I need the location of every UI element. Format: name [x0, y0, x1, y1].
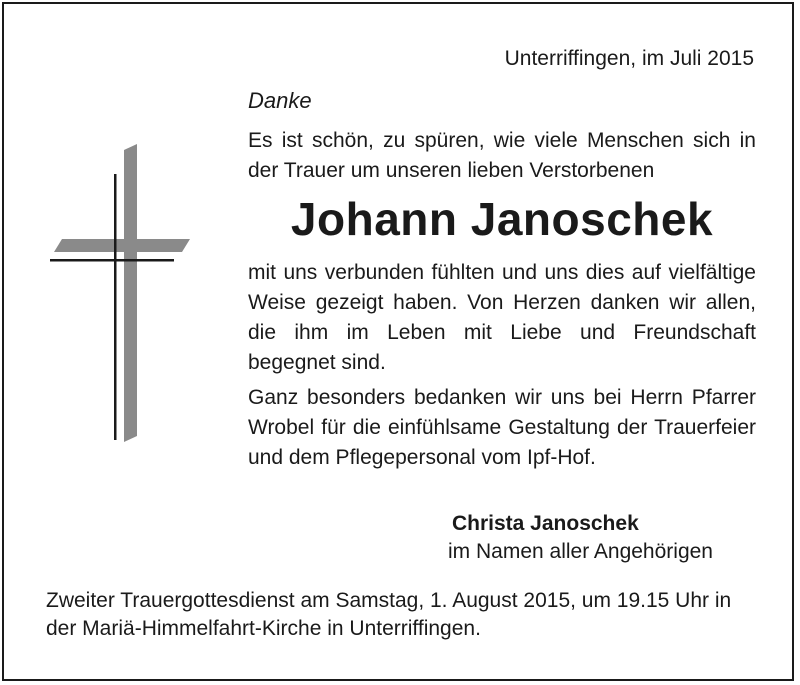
- place-date: Unterriffingen, im Juli 2015: [504, 47, 754, 70]
- thanks-paragraph-2: Ganz besonders bedanken wir uns bei Herrn Pfarrer Wrobel für die einfühlsame Gestaltung der Trauerfeier und dem Pflegepersonal vom Ipf-Hof.: [248, 386, 756, 469]
- intro-text: Es ist schön, zu spüren, wie viele Menschen sich in der Trauer um unseren lieben Verstorbenen: [248, 129, 756, 182]
- signature-name: Christa Janoschek: [452, 512, 639, 535]
- cross-vertical-line: [114, 174, 117, 440]
- signature-subtitle: im Namen aller Angehörigen: [448, 540, 713, 563]
- service-announcement: Zweiter Trauergottesdienst am Samstag, 1. August 2015, um 19.15 Uhr in der Mariä-Himmelfahrt-Kirche in Unterriffingen.: [46, 589, 732, 640]
- cross-icon: [48, 144, 194, 444]
- notice-title: Danke: [248, 88, 312, 113]
- thanks-paragraph-1: mit uns verbunden fühlten und uns dies auf vielfältige Weise gezeigt haben. Von Herzen danken wir allen, die ihm im Leben mit Liebe und Freundschaft begegnet sind.: [248, 261, 756, 374]
- cross-vertical-beam: [124, 144, 137, 442]
- cross-horizontal-beam: [54, 239, 190, 252]
- deceased-name: Johann Janoschek: [290, 193, 714, 245]
- cross-horizontal-line: [50, 259, 174, 262]
